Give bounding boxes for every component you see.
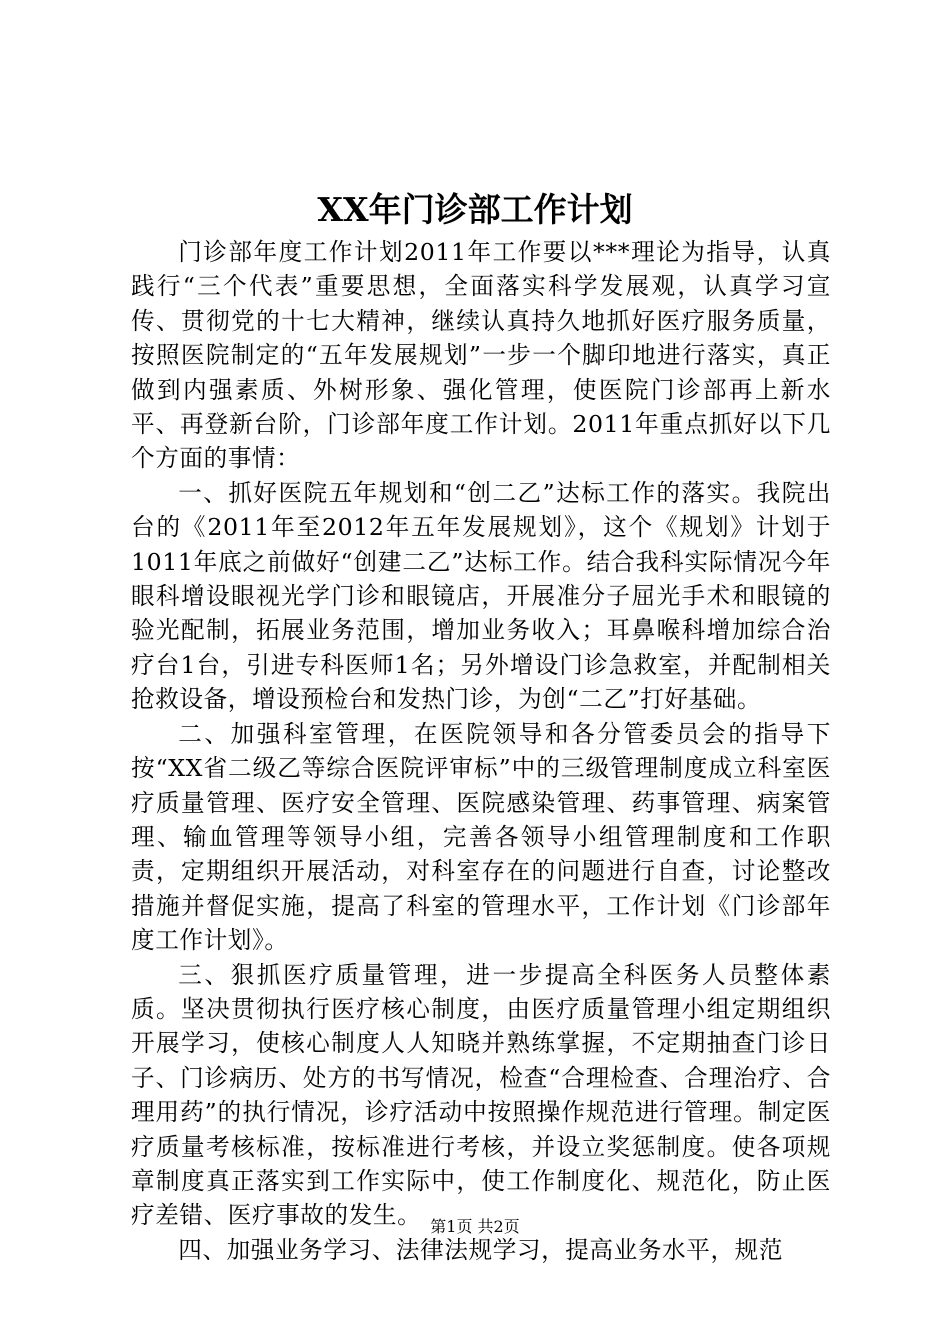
paragraph-section-1: 一、抓好医院五年规划和“创二乙”达标工作的落实。我院出台的《2011年至2012年五年发展规划》，这个《规划》计划于1011年底之前做好“创建二乙”达标工作。结合我科实际情况今年眼科增设眼视光学门诊和眼镜店，开展准分子屈光手术和眼镜的验光配制，拓展业务范围，增加业务收入；耳鼻喉科增加综合治疗台1台，引进专科医师1名；另外增设门诊急救室，并配制相关抢救设备，增设预检台和发热门诊，为创“二乙”打好基础。: [131, 478, 831, 714]
paragraph-section-3: 三、狠抓医疗质量管理，进一步提高全科医务人员整体素质。坚决贯彻执行医疗核心制度，由医疗质量管理小组定期组织开展学习，使核心制度人人知晓并熟练掌握，不定期抽查门诊日子、门诊病历、处方的书写情况，检查“合理检查、合理治疗、合理用药”的执行情况，诊疗活动中按照操作规范进行管理。制定医疗质量考核标准，按标准进行考核，并设立奖惩制度。使各项规章制度真正落实到工作实际中，使工作制度化、规范化，防止医疗差错、医疗事故的发生。: [131, 960, 831, 1230]
document-body: [131, 235, 831, 1267]
paragraph-section-2: 二、加强科室管理，在医院领导和各分管委员会的指导下按“XX省二级乙等综合医院评审标”中的三级管理制度成立科室医疗质量管理、医疗安全管理、医院感染管理、药事管理、病案管理、输血管理等领导小组，完善各领导小组管理制度和工作职责，定期组织开展活动，对科室存在的问题进行自查，讨论整改措施并督促实施，提高了科室的管理水平，工作计划《门诊部年度工作计划》。: [131, 719, 831, 955]
paragraph-intro: 门诊部年度工作计划2011年工作要以***理论为指导，认真践行“三个代表”重要思想，全面落实科学发展观，认真学习宣传、贯彻党的十七大精神，继续认真持久地抓好医疗服务质量，按照医院制定的“五年发展规划”一步一个脚印地进行落实，真正做到内强素质、外树形象、强化管理，使医院门诊部再上新水平、再登新台阶，门诊部年度工作计划。2011年重点抓好以下几个方面的事情：: [131, 238, 831, 473]
page-footer: 第1页 共2页: [430, 1217, 520, 1236]
paragraph-section-4: 四、加强业务学习、法律法规学习，提高业务水平，规范: [178, 1235, 784, 1264]
document-title: XX年门诊部工作计划: [317, 190, 633, 229]
